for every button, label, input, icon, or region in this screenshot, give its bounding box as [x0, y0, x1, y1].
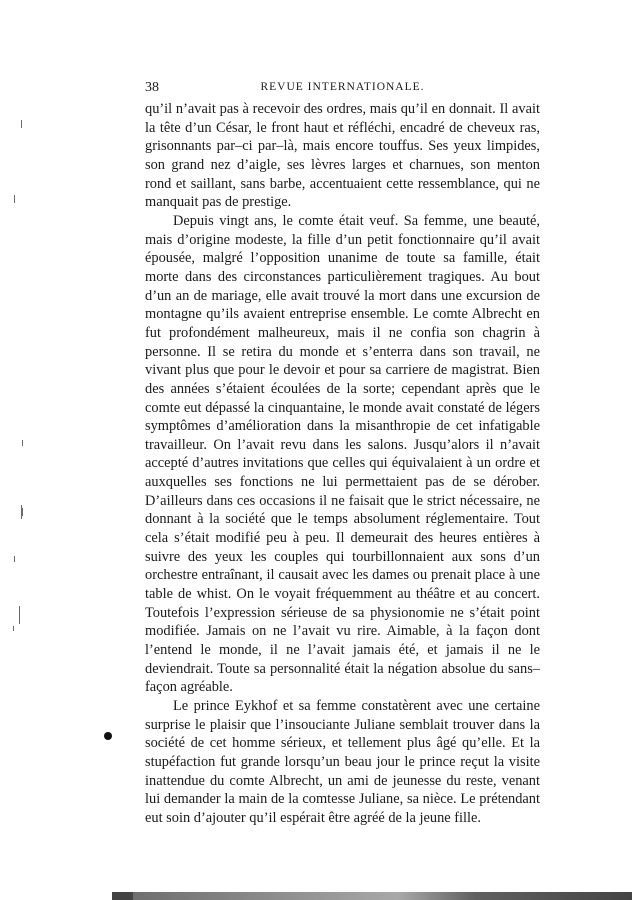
- margin-mark: [22, 508, 23, 516]
- running-title: REVUE INTERNATIONALE.: [260, 81, 425, 93]
- page-number: 38: [145, 80, 159, 95]
- margin-mark: [13, 626, 14, 631]
- ink-dot: [104, 732, 112, 740]
- margin-mark: [21, 505, 22, 519]
- page-header: [145, 80, 540, 100]
- body-text: [145, 100, 540, 828]
- paragraph-2: Depuis vingt ans, le comte était veuf. Sa femme, une beauté, mais d’origine modeste, la fille d’un petit fonctionnaire qu’il avait épousée, malgré l’opposition unanime de toute sa famille, était morte dans des circonstances particulièrement tragiques. Au bout d’un an de mariage, elle avait trouvé la mort dans une excursion de montagne qu’ils avaient entreprise ensemble. Le comte Albrecht en fut profondément malheureux, mais il ne confia son chagrin à personne. Il se retira du monde et s’enterra dans son travail, ne vivant plus que pour le devoir et pour sa carriere de magistrat. Bien des années s’étaient écoulées de la sorte; cependant après que le comte eut dépassé la cinquantaine, le monde avait constaté de légers symptômes d’amélioration dans la misanthropie de cet infatigable travailleur. On l’avait revu dans les salons. Jusqu’alors il n’avait accepté d’autres invitations que celles qui équivalaient à un ordre et auxquelles ses fonctions ne lui permettaient pas de se dérober. D’ailleurs dans ces occasions il ne faisait que le strict nécessaire, ne donnant à la société que le temps absolument réglementaire. Tout cela s’était modifié peu à peu. Il demeurait des heures entières à suivre des yeux les couples qui tourbillonnaient aux sons d’un orchestre entraînant, il causait avec les dames ou prenait place à une table de whist. On le voyait fréquemment au théâtre et au concert. Toutefois l’expression sérieuse de sa physionomie ne s’était point modifiée. Jamais on ne l’avait vu rire. Aimable, à la façon dont l’entend le monde, il ne l’avait jamais été, et jamais il ne le deviendrait. Toute sa personnalité était la négation absolue du sans–façon agréable.: [145, 212, 540, 696]
- margin-mark: [21, 120, 22, 128]
- margin-mark: [14, 556, 15, 562]
- margin-mark: [22, 440, 23, 446]
- margin-mark: [14, 195, 15, 203]
- paragraph-1: qu’il n’avait pas à recevoir des ordres, mais qu’il en donnait. Il avait la tête d’un César, le front haut et réfléchi, encadré de cheveux ras, grisonnants par–ci par–là, mais encore touffus. Ses yeux limpides, son grand nez d’aigle, ses lèvres larges et charnues, son menton rond et saillant, sans barbe, accentuaient cette ressemblance, qui ne manquait pas de prestige.: [145, 101, 540, 211]
- paragraph-3: Le prince Eykhof et sa femme constatèrent avec une certaine surprise le plaisir que l’insouciante Juliane semblait trouver dans la société de cet homme sérieux, et tellement plus âgé qu’elle. Et la stupéfaction fut grande lorsqu’un beau jour le prince reçut la visite inattendue du comte Albrecht, un ami de jeunesse du reste, venant lui demander la main de la comtesse Juliane, sa nièce. Le prétendant eut soin d’ajouter qu’il espérait être agréé de la jeune fille.: [145, 698, 540, 826]
- scan-edge-strip: [112, 892, 632, 900]
- margin-mark: [19, 606, 20, 624]
